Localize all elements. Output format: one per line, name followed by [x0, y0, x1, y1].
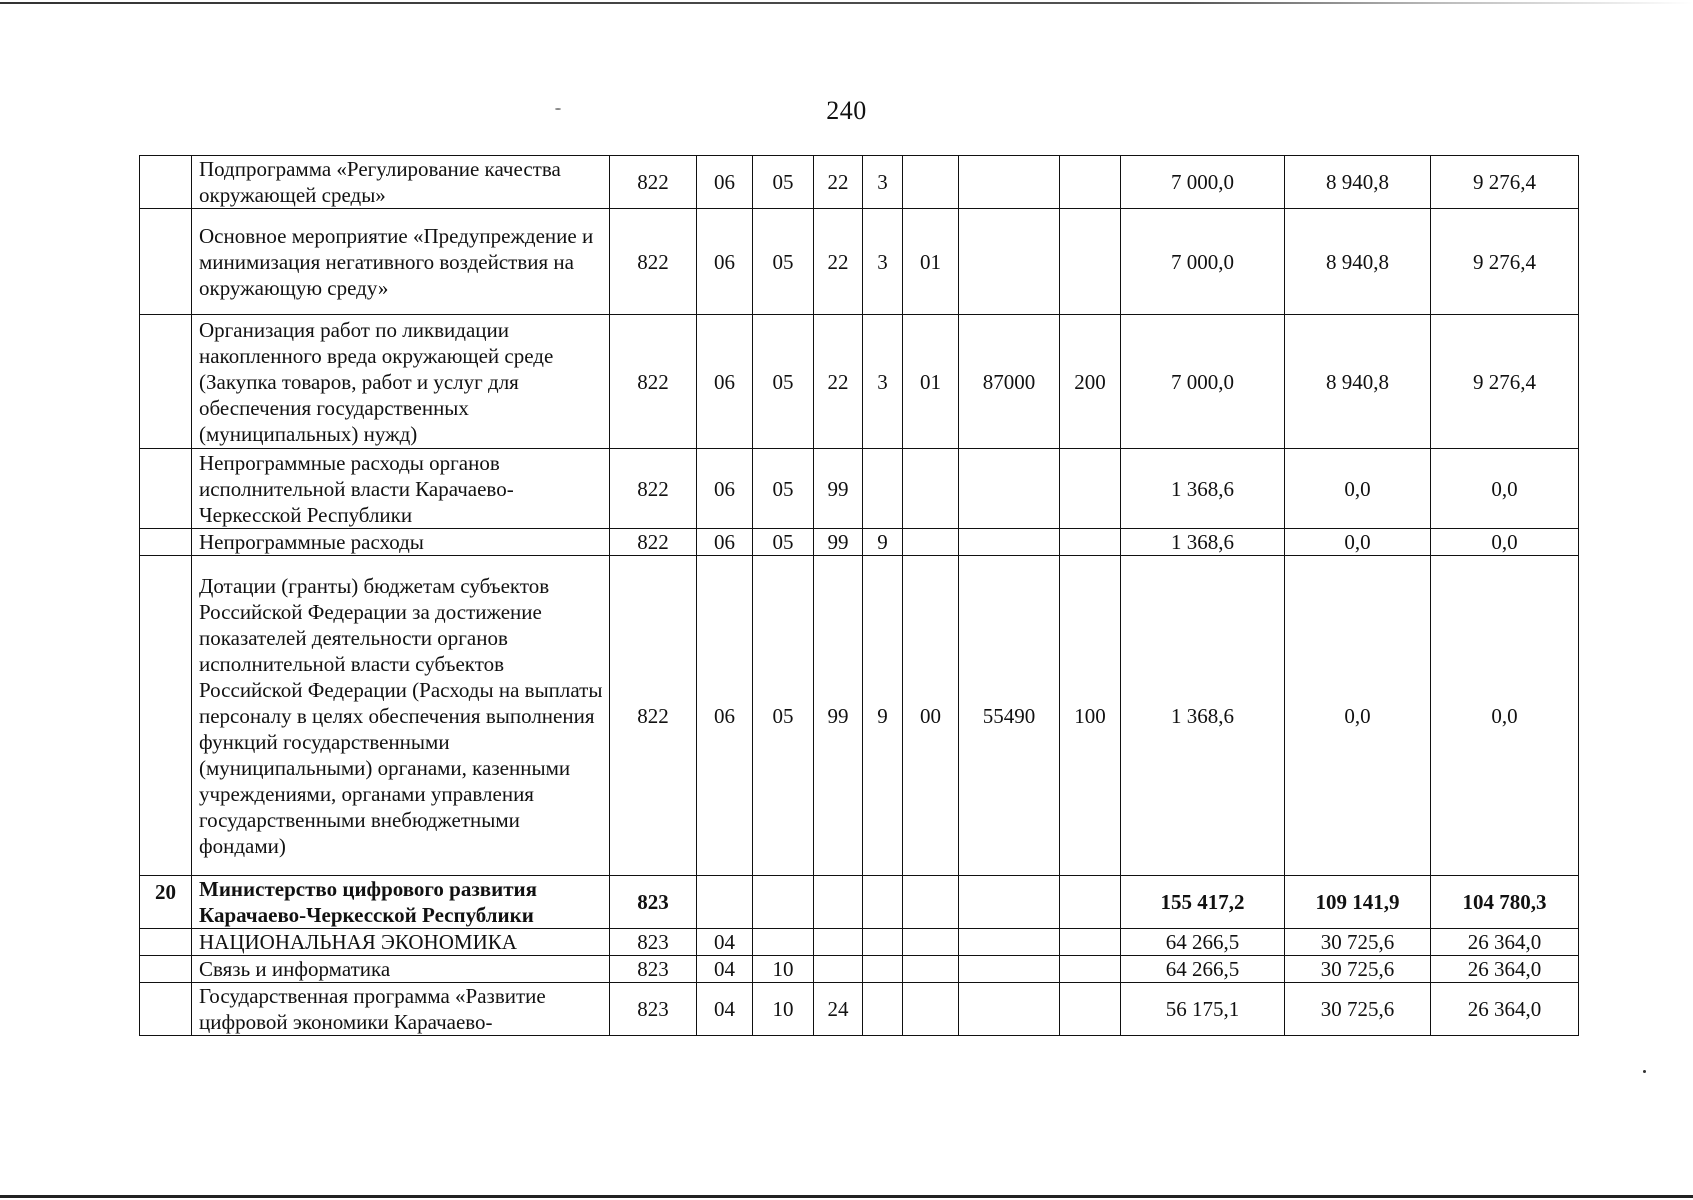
amount-year-2: 8 940,8	[1285, 156, 1431, 209]
code-direction	[959, 156, 1060, 209]
code-subsection	[753, 876, 814, 929]
code-subsection: 05	[753, 529, 814, 556]
code-program: 99	[814, 529, 863, 556]
code-subsection: 05	[753, 556, 814, 876]
code-ministry: 823	[610, 983, 697, 1036]
code-event	[903, 956, 959, 983]
amount-year-3: 9 276,4	[1431, 209, 1579, 315]
amount-year-1: 64 266,5	[1121, 929, 1285, 956]
code-direction	[959, 983, 1060, 1036]
code-section: 06	[697, 156, 753, 209]
code-ministry: 822	[610, 156, 697, 209]
code-expense-type	[1060, 983, 1121, 1036]
code-subprogram: 9	[863, 529, 903, 556]
code-subprogram: 3	[863, 156, 903, 209]
row-name: Непрограммные расходы	[192, 529, 610, 556]
amount-year-2: 30 725,6	[1285, 929, 1431, 956]
code-section: 04	[697, 929, 753, 956]
code-subsection: 05	[753, 209, 814, 315]
amount-year-2: 8 940,8	[1285, 209, 1431, 315]
row-number: 20	[140, 876, 192, 929]
code-ministry: 822	[610, 209, 697, 315]
code-ministry: 823	[610, 956, 697, 983]
code-event: 01	[903, 209, 959, 315]
table-row	[140, 449, 1579, 529]
amount-year-2: 0,0	[1285, 556, 1431, 876]
code-event	[903, 876, 959, 929]
amount-year-1: 7 000,0	[1121, 209, 1285, 315]
code-event	[903, 449, 959, 529]
table-row	[140, 956, 1579, 983]
row-name: Непрограммные расходы органов исполнительной власти Карачаево-Черкесской Республики	[192, 449, 610, 529]
amount-year-3: 26 364,0	[1431, 929, 1579, 956]
table-row	[140, 556, 1579, 876]
code-ministry: 823	[610, 929, 697, 956]
row-number	[140, 556, 192, 876]
code-direction	[959, 876, 1060, 929]
code-subsection: 10	[753, 956, 814, 983]
code-ministry: 822	[610, 556, 697, 876]
code-program	[814, 929, 863, 956]
code-section	[697, 876, 753, 929]
code-section: 04	[697, 956, 753, 983]
code-event	[903, 529, 959, 556]
code-subsection	[753, 929, 814, 956]
code-ministry: 822	[610, 315, 697, 449]
table-row	[140, 929, 1579, 956]
amount-year-1: 64 266,5	[1121, 956, 1285, 983]
amount-year-3: 0,0	[1431, 529, 1579, 556]
row-number	[140, 449, 192, 529]
code-section: 06	[697, 529, 753, 556]
code-program: 22	[814, 156, 863, 209]
amount-year-2: 0,0	[1285, 449, 1431, 529]
code-subprogram: 9	[863, 556, 903, 876]
row-name: Министерство цифрового развития Карачаево-Черкесской Республики	[192, 876, 610, 929]
code-section: 06	[697, 556, 753, 876]
code-subsection: 05	[753, 315, 814, 449]
code-subprogram: 3	[863, 209, 903, 315]
code-section: 06	[697, 449, 753, 529]
code-direction: 55490	[959, 556, 1060, 876]
amount-year-2: 109 141,9	[1285, 876, 1431, 929]
code-program: 22	[814, 315, 863, 449]
amount-year-1: 1 368,6	[1121, 449, 1285, 529]
amount-year-1: 1 368,6	[1121, 529, 1285, 556]
row-number	[140, 983, 192, 1036]
row-number	[140, 209, 192, 315]
page-number: 240	[826, 96, 867, 125]
scan-edge-bottom	[0, 1195, 1693, 1198]
amount-year-1: 7 000,0	[1121, 315, 1285, 449]
code-program: 99	[814, 449, 863, 529]
amount-year-1: 56 175,1	[1121, 983, 1285, 1036]
code-subsection: 05	[753, 449, 814, 529]
row-name: Связь и информатика	[192, 956, 610, 983]
code-subprogram: 3	[863, 315, 903, 449]
row-name: Дотации (гранты) бюджетам субъектов Российской Федерации за достижение показателей деятельности органов исполнительной власти субъектов Российской Федерации (Расходы на выплаты персоналу в целях обеспечения выполнения функций государственными (муниципальными) органами, казенными учреждениями, органами управления государственными внебюджетными фондами)	[192, 556, 610, 876]
code-direction: 87000	[959, 315, 1060, 449]
amount-year-2: 30 725,6	[1285, 983, 1431, 1036]
amount-year-3: 104 780,3	[1431, 876, 1579, 929]
code-ministry: 822	[610, 529, 697, 556]
code-section: 06	[697, 315, 753, 449]
code-expense-type	[1060, 449, 1121, 529]
row-number	[140, 529, 192, 556]
amount-year-1: 155 417,2	[1121, 876, 1285, 929]
row-name: Подпрограмма «Регулирование качества окружающей среды»	[192, 156, 610, 209]
code-subsection: 05	[753, 156, 814, 209]
row-number	[140, 156, 192, 209]
code-subprogram	[863, 956, 903, 983]
amount-year-1: 7 000,0	[1121, 156, 1285, 209]
amount-year-3: 0,0	[1431, 556, 1579, 876]
code-subsection: 10	[753, 983, 814, 1036]
table-row	[140, 876, 1579, 929]
code-event	[903, 929, 959, 956]
code-subprogram	[863, 876, 903, 929]
row-number	[140, 929, 192, 956]
amount-year-3: 26 364,0	[1431, 956, 1579, 983]
row-number	[140, 956, 192, 983]
row-number	[140, 315, 192, 449]
code-expense-type: 100	[1060, 556, 1121, 876]
code-direction	[959, 449, 1060, 529]
amount-year-3: 9 276,4	[1431, 156, 1579, 209]
code-direction	[959, 209, 1060, 315]
code-event: 00	[903, 556, 959, 876]
code-subprogram	[863, 983, 903, 1036]
code-ministry: 822	[610, 449, 697, 529]
row-name: НАЦИОНАЛЬНАЯ ЭКОНОМИКА	[192, 929, 610, 956]
code-program: 24	[814, 983, 863, 1036]
code-program	[814, 956, 863, 983]
code-expense-type	[1060, 929, 1121, 956]
table-row	[140, 209, 1579, 315]
code-event	[903, 156, 959, 209]
code-ministry: 823	[610, 876, 697, 929]
amount-year-2: 30 725,6	[1285, 956, 1431, 983]
code-section: 06	[697, 209, 753, 315]
row-name: Основное мероприятие «Предупреждение и минимизация негативного воздействия на окружающую среду»	[192, 209, 610, 315]
code-section: 04	[697, 983, 753, 1036]
code-expense-type	[1060, 529, 1121, 556]
code-event: 01	[903, 315, 959, 449]
table-row	[140, 315, 1579, 449]
table-row	[140, 529, 1579, 556]
code-program: 22	[814, 209, 863, 315]
amount-year-1: 1 368,6	[1121, 556, 1285, 876]
code-direction	[959, 929, 1060, 956]
amount-year-2: 8 940,8	[1285, 315, 1431, 449]
table-row	[140, 983, 1579, 1036]
code-subprogram	[863, 929, 903, 956]
code-program: 99	[814, 556, 863, 876]
code-program	[814, 876, 863, 929]
budget-table	[139, 155, 1579, 1036]
code-expense-type: 200	[1060, 315, 1121, 449]
amount-year-3: 26 364,0	[1431, 983, 1579, 1036]
code-expense-type	[1060, 156, 1121, 209]
scan-edge-top	[0, 2, 1693, 4]
amount-year-2: 0,0	[1285, 529, 1431, 556]
code-direction	[959, 529, 1060, 556]
row-name: Государственная программа «Развитие цифровой экономики Карачаево-	[192, 983, 610, 1036]
table-body	[140, 156, 1579, 1036]
code-direction	[959, 956, 1060, 983]
code-subprogram	[863, 449, 903, 529]
code-expense-type	[1060, 876, 1121, 929]
table-row	[140, 156, 1579, 209]
row-name: Организация работ по ликвидации накопленного вреда окружающей среде (Закупка товаров, работ и услуг для обеспечения государственных (муниципальных) нужд)	[192, 315, 610, 449]
scan-speck	[1643, 1070, 1646, 1073]
code-expense-type	[1060, 209, 1121, 315]
code-event	[903, 983, 959, 1036]
amount-year-3: 9 276,4	[1431, 315, 1579, 449]
amount-year-3: 0,0	[1431, 449, 1579, 529]
code-expense-type	[1060, 956, 1121, 983]
